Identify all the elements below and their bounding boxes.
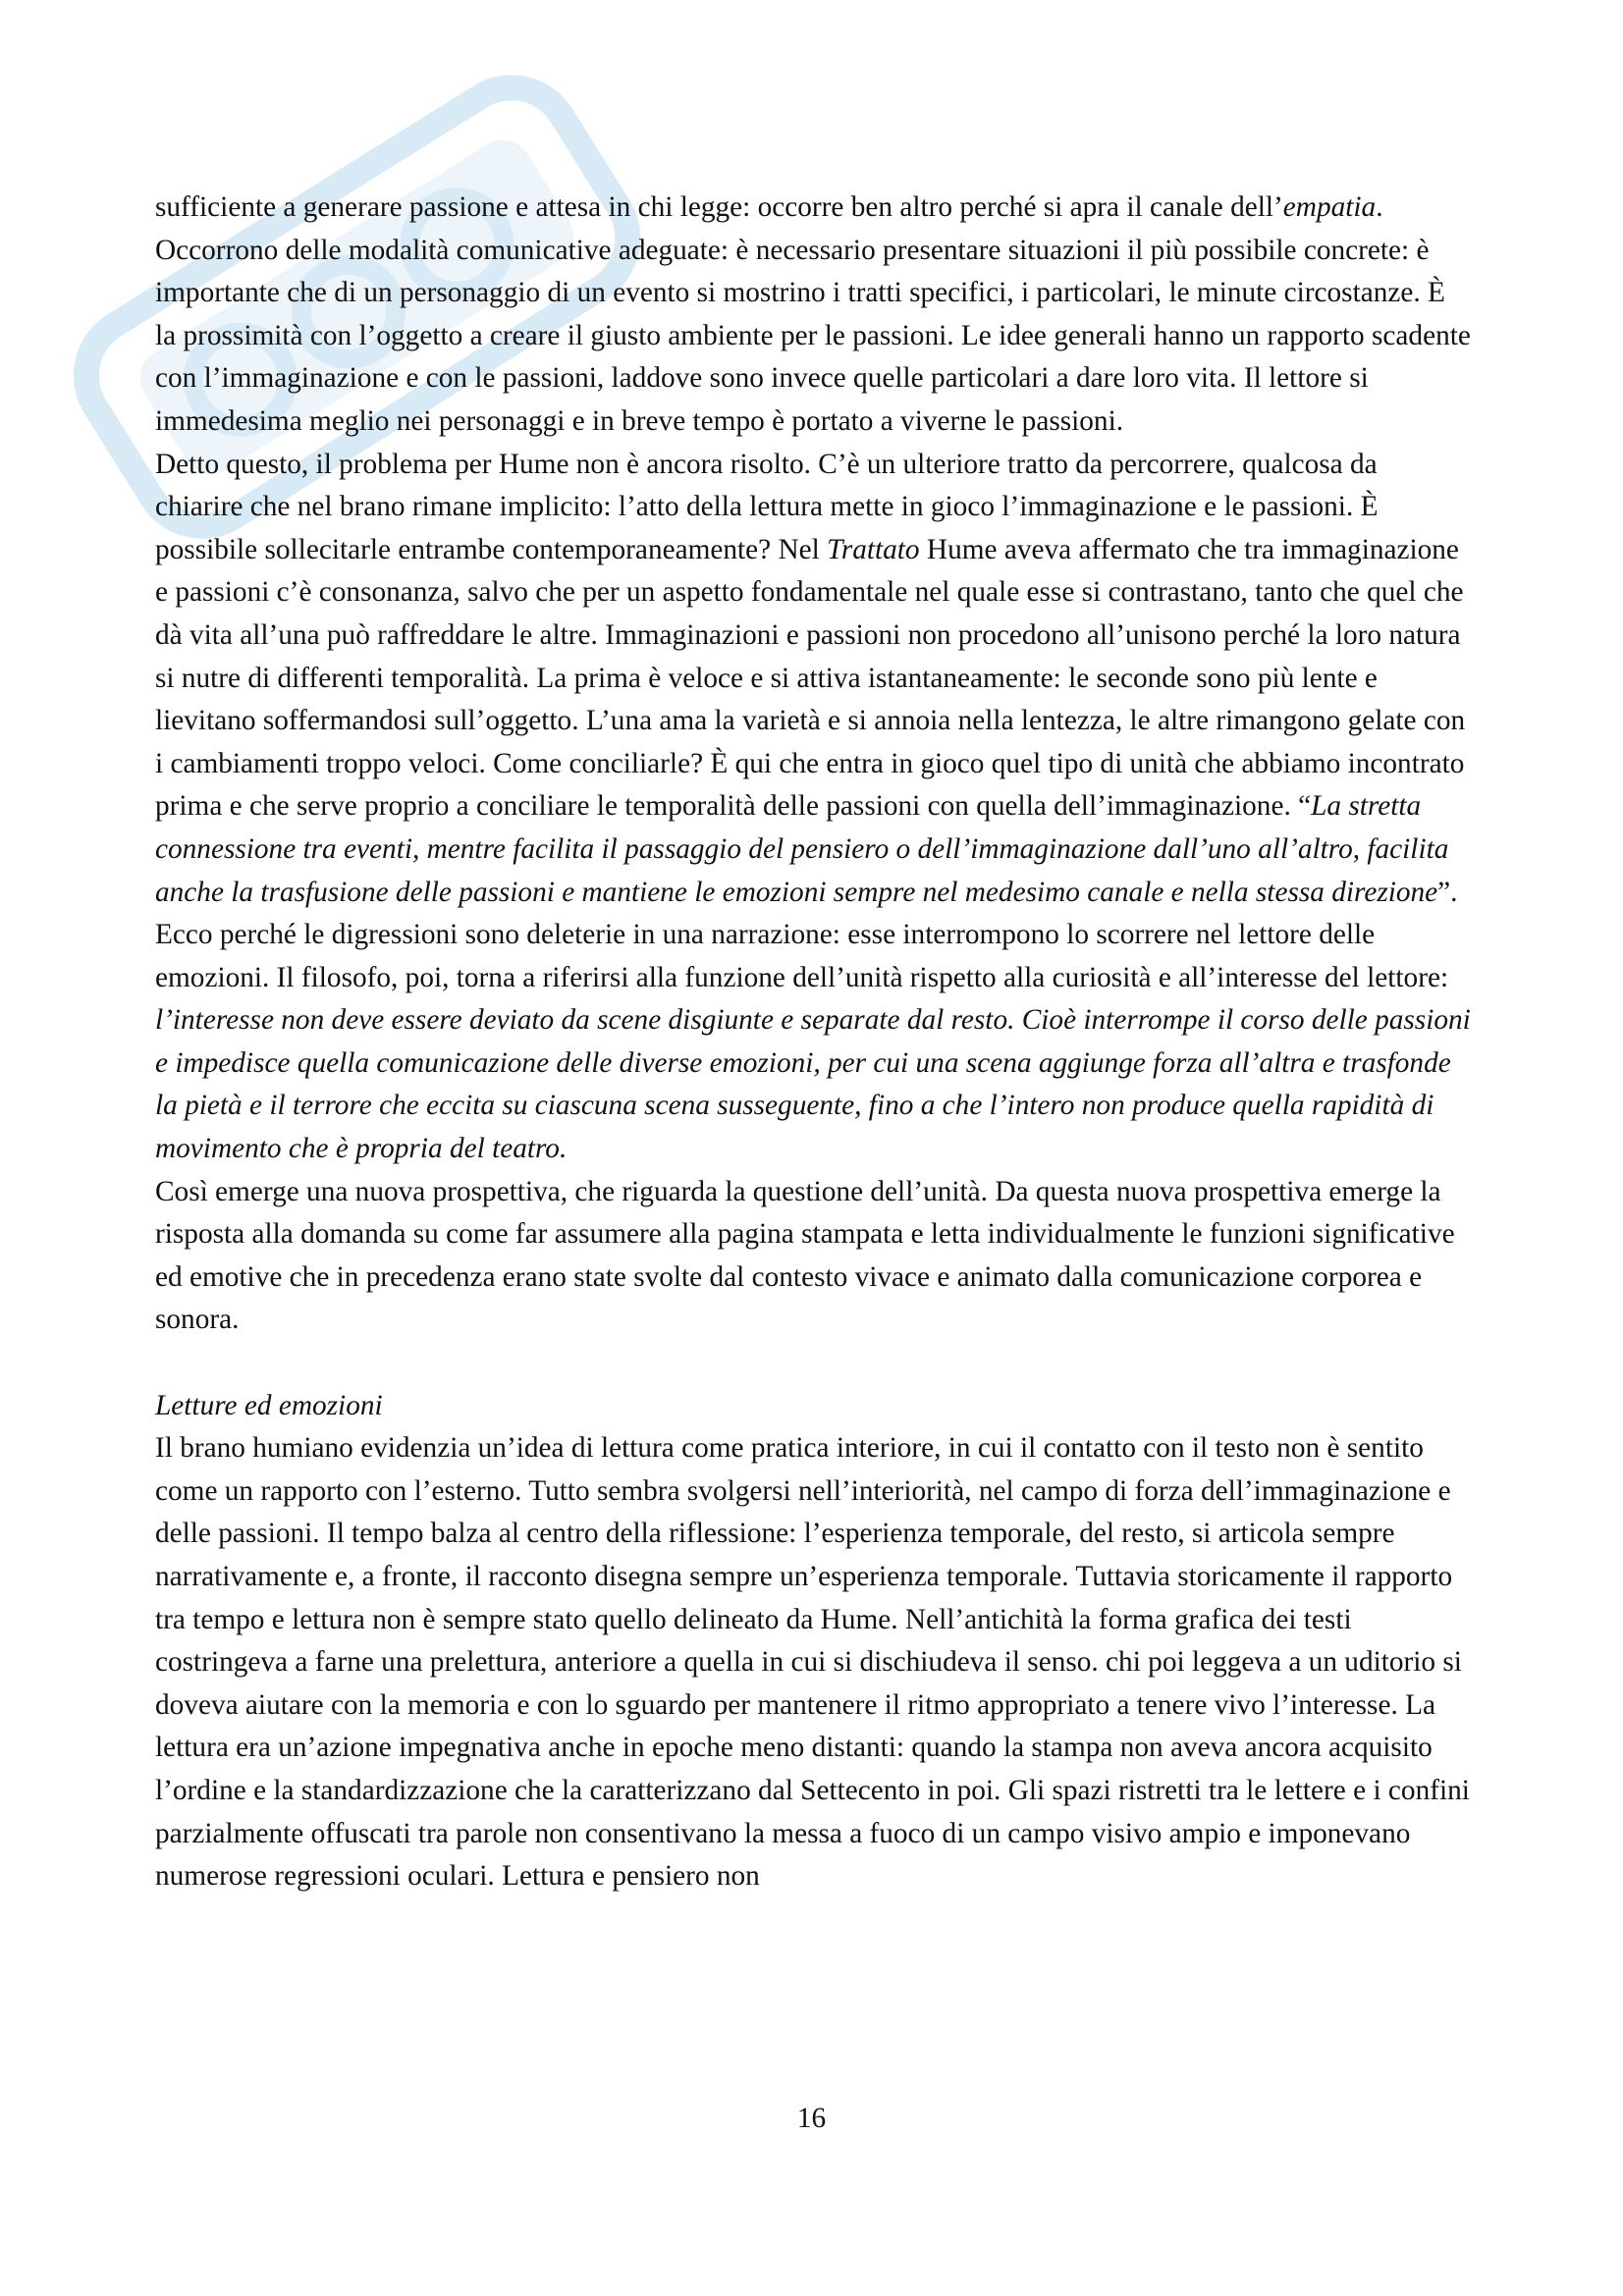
paragraph-1: sufficiente a generare passione e attesa in chi legge: occorre ben altro perché si apra il canale dell’empatia. Occorrono delle modalità comunicative adeguate: è necessario presentare situazioni il più possibile concrete: è importante che di un personaggio di un evento si mostrino i tratti specifici, i particolari, le minute circostanze. È la prossimità con l’oggetto a creare il giusto ambiente per le passioni. Le idee generali hanno un rapporto scadente con l’immaginazione e con le passioni, laddove sono invece quelle particolari a dare loro vita. Il lettore si immedesima meglio nei personaggi e in breve tempo è portato a viverne le passioni.: [155, 191, 1471, 437]
paragraph-2: Detto questo, il problema per Hume non è ancora risolto. C’è un ulteriore tratto da percorrere, qualcosa da chiarire che nel brano rimane implicito: l’atto della lettura mette in gioco l’immaginazione e le passioni. È possibile sollecitarle entrambe contemporaneamente? Nel Trattato Hume aveva affermato che tra immaginazione e passioni c’è consonanza, salvo che per un aspetto fondamentale nel quale esse si contrastano, tanto che quel che dà vita all’una può raffreddare le altre. Immaginazioni e passioni non procedono all’unisono perché la loro natura si nutre di differenti temporalità. La prima è veloce e si attiva istantaneamente: le seconde sono più lente e lievitano soffermandosi sull’oggetto. L’una ama la varietà e si annoia nella lentezza, le altre rimangono gelate con i cambiamenti troppo veloci. Come conciliarle? È qui che entra in gioco quel tipo di unità che abbiamo incontrato prima e che serve proprio a conciliare le temporalità delle passioni con quella dell’immaginazione. “La stretta connessione tra eventi, mentre facilita il passaggio del pensiero o dell’immaginazione dall’uno all’altro, facilita anche la trasfusione delle passioni e mantiene le emozioni sempre nel medesimo canale e nella stessa direzione”. Ecco perché le digressioni sono deleterie in una narrazione: esse interrompono lo scorrere nel lettore delle emozioni. Il filosofo, poi, torna a riferirsi alla funzione dell’unità rispetto alla curiosità e all’interesse del lettore: l’interesse non deve essere deviato da scene disgiunte e separate dal resto. Cioè interrompe il corso delle passioni e impedisce quella comunicazione delle diverse emozioni, per cui una scena aggiunge forza all’altra e trasfonde la pietà e il terrore che eccita su ciascuna scena susseguente, fino a che l’intero non produce quella rapidità di movimento che è propria del teatro.: [155, 448, 1471, 1165]
page-number: 16: [796, 2103, 827, 2134]
paragraph-3: Così emerge una nuova prospettiva, che riguarda la questione dell’unità. Da questa nuova prospettiva emerge la risposta alla domanda su come far assumere alla pagina stampata e letta individualmente le funzioni significative ed emotive che in precedenza erano state svolte dal contesto vivace e animato dalla comunicazione corporea e sonora.: [155, 1175, 1455, 1336]
paragraph-4: Il brano humiano evidenzia un’idea di lettura come pratica interiore, in cui il contatto con il testo non è sentito come un rapporto con l’esterno. Tutto sembra svolgersi nell’interiorità, nel campo di forza dell’immaginazione e delle passioni. Il tempo balza al centro della riflessione: l’esperienza temporale, del resto, si articola sempre narrativamente e, a fronte, il racconto disegna sempre un’esperienza temporale. Tuttavia storicamente il rapporto tra tempo e lettura non è sempre stato quello delineato da Hume. Nell’antichità la forma grafica dei testi costringeva a farne una prelettura, anteriore a quella in cui si dischiudeva il senso. chi poi leggeva a un uditorio si doveva aiutare con la memoria e con lo sguardo per mantenere il ritmo appropriato a tenere vivo l’interesse. La lettura era un’azione impegnativa anche in epoche meno distanti: quando la stampa non aveva ancora acquisito l’ordine e la standardizzazione che la caratterizzano dal Settecento in poi. Gli spazi ristretti tra le lettere e i confini parzialmente offuscati tra parole non consentivano la messa a fuoco di un campo visivo ampio e imponevano numerose regressioni oculari. Lettura e pensiero non: [155, 1432, 1470, 1893]
section-gap: [155, 1342, 1471, 1385]
section-heading: Letture ed emozioni: [155, 1389, 383, 1421]
document-body: [155, 187, 1471, 1898]
